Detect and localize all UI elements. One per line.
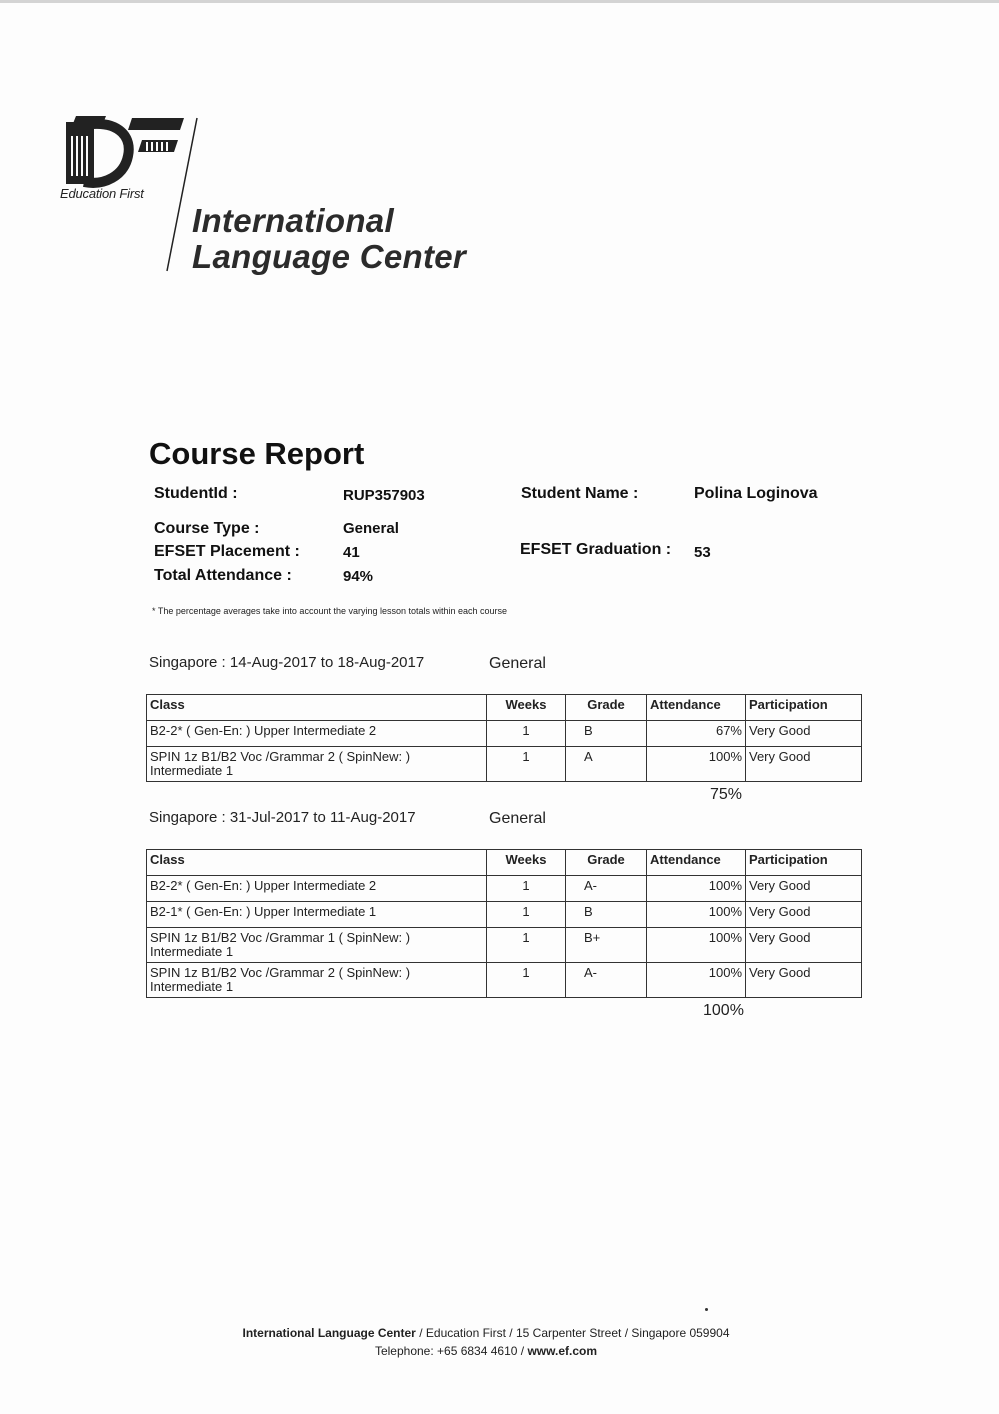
- student-id-value: RUP357903: [343, 487, 425, 504]
- student-name-label: Student Name :: [521, 485, 639, 502]
- column-header: Grade: [566, 850, 647, 876]
- cell-attendance: 100%: [647, 928, 746, 963]
- footer-phone-label: Telephone:: [374, 1344, 434, 1358]
- course-type-value: General: [343, 520, 399, 537]
- footer-city: Singapore 059904: [631, 1326, 730, 1340]
- table-row: [147, 747, 862, 782]
- table-row: [147, 902, 862, 928]
- student-name-value: Polina Loginova: [694, 485, 818, 502]
- column-header: Attendance: [647, 695, 746, 721]
- cell-attendance: 100%: [647, 963, 746, 998]
- footer-separator: /: [520, 1344, 525, 1358]
- column-header: Class: [147, 850, 487, 876]
- course-table: [146, 849, 862, 998]
- cell-weeks: 1: [487, 928, 566, 963]
- column-header: Attendance: [647, 850, 746, 876]
- column-header: Participation: [746, 850, 862, 876]
- cell-attendance: 100%: [647, 876, 746, 902]
- course-type-label: Course Type :: [154, 520, 260, 537]
- footer-contact: [0, 1344, 972, 1358]
- session-type: General: [489, 655, 546, 672]
- course-table: [146, 694, 862, 782]
- cell-participation: Very Good: [746, 747, 862, 782]
- footnote: * The percentage averages take into account the varying lesson totals within each course: [152, 606, 508, 616]
- student-id-label: StudentId :: [154, 485, 238, 502]
- session-average: 75%: [710, 786, 743, 803]
- footer-website: www.ef.com: [527, 1344, 598, 1358]
- session-type: General: [489, 810, 546, 827]
- cell-participation: Very Good: [746, 721, 862, 747]
- cell-class: SPIN 1z B1/B2 Voc /Grammar 2 ( SpinNew: ) Intermediate 1: [147, 747, 487, 782]
- column-header: Grade: [566, 695, 647, 721]
- column-header: Participation: [746, 695, 862, 721]
- cell-weeks: 1: [487, 963, 566, 998]
- footer-address: [0, 1326, 972, 1340]
- column-header: Weeks: [487, 695, 566, 721]
- efset-placement-value: 41: [343, 544, 360, 561]
- footer-street: 15 Carpenter Street: [515, 1326, 622, 1340]
- total-attendance-label: Total Attendance :: [154, 567, 292, 584]
- cell-grade: B+: [566, 928, 647, 963]
- logo-caption: Education First: [60, 186, 144, 201]
- efset-graduation-label: EFSET Graduation :: [520, 541, 672, 558]
- cell-grade: B: [566, 721, 647, 747]
- cell-attendance: 100%: [647, 747, 746, 782]
- brand-name: [192, 203, 466, 275]
- footer-separator: /: [624, 1326, 629, 1340]
- session-average: 100%: [703, 1002, 744, 1019]
- table-row: [147, 963, 862, 998]
- cell-weeks: 1: [487, 876, 566, 902]
- table-row: [147, 876, 862, 902]
- table-header-row: [147, 850, 862, 876]
- cell-class: SPIN 1z B1/B2 Voc /Grammar 2 ( SpinNew: ) Intermediate 1: [147, 963, 487, 998]
- column-header: Class: [147, 695, 487, 721]
- efset-graduation-value: 53: [694, 544, 711, 561]
- cell-class: B2-2* ( Gen-En: ) Upper Intermediate 2: [147, 876, 487, 902]
- brand-line-1: International: [192, 202, 394, 239]
- column-header: Weeks: [487, 850, 566, 876]
- cell-grade: B: [566, 902, 647, 928]
- cell-attendance: 100%: [647, 902, 746, 928]
- cell-grade: A-: [566, 963, 647, 998]
- total-attendance-value: 94%: [343, 568, 374, 585]
- cell-grade: A: [566, 747, 647, 782]
- cell-participation: Very Good: [746, 902, 862, 928]
- cell-weeks: 1: [487, 747, 566, 782]
- cell-weeks: 1: [487, 902, 566, 928]
- cell-participation: Very Good: [746, 876, 862, 902]
- page-title: Course Report: [149, 436, 365, 471]
- cell-class: B2-1* ( Gen-En: ) Upper Intermediate 1: [147, 902, 487, 928]
- cell-class: B2-2* ( Gen-En: ) Upper Intermediate 2: [147, 721, 487, 747]
- brand-line-2: Language Center: [192, 238, 467, 275]
- footer-company: Education First: [425, 1326, 506, 1340]
- cell-class: SPIN 1z B1/B2 Voc /Grammar 1 ( SpinNew: ) Intermediate 1: [147, 928, 487, 963]
- cell-weeks: 1: [487, 721, 566, 747]
- footer-phone: +65 6834 4610: [437, 1344, 518, 1358]
- scan-speck: [705, 1308, 708, 1311]
- table-row: [147, 721, 862, 747]
- session-heading: Singapore : 31-Jul-2017 to 11-Aug-2017: [149, 809, 416, 826]
- scan-edge: [0, 0, 999, 3]
- cell-attendance: 67%: [647, 721, 746, 747]
- cell-participation: Very Good: [746, 963, 862, 998]
- cell-participation: Very Good: [746, 928, 862, 963]
- footer-separator: /: [509, 1326, 513, 1340]
- footer-org: International Language Center: [242, 1326, 416, 1340]
- cell-grade: A-: [566, 876, 647, 902]
- footer-separator: /: [419, 1326, 423, 1340]
- table-row: [147, 928, 862, 963]
- table-header-row: [147, 695, 862, 721]
- efset-placement-label: EFSET Placement :: [154, 543, 300, 560]
- session-heading: Singapore : 14-Aug-2017 to 18-Aug-2017: [149, 654, 425, 671]
